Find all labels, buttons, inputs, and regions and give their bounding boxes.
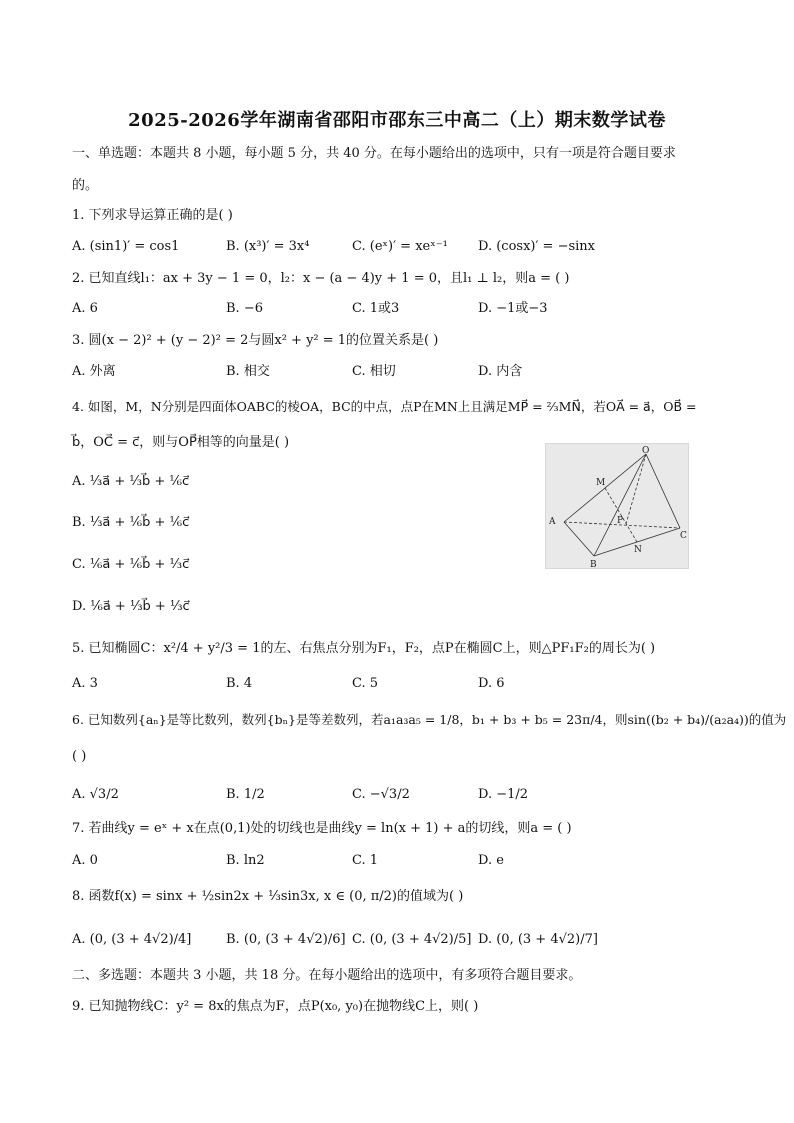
question-6-stem-cont: ( ) <box>72 749 87 764</box>
question-7-option-a[interactable]: A. 0 <box>72 853 98 868</box>
page-title: 2025-2026学年湖南省邵阳市邵东三中高二（上）期末数学试卷 <box>128 110 666 131</box>
question-4-option-c[interactable]: C. ⅙a⃗ + ⅙b⃗ + ⅓c⃗ <box>72 557 190 572</box>
question-5-option-b[interactable]: B. 4 <box>226 676 253 691</box>
question-8-option-c[interactable]: C. (0, (3 + 4√2)/5] <box>352 932 472 947</box>
question-3-option-d[interactable]: D. 内含 <box>478 364 523 379</box>
question-6-option-a[interactable]: A. √3/2 <box>72 787 119 802</box>
tetrahedron-diagram <box>546 444 688 568</box>
label-c: C <box>680 531 687 541</box>
question-5-option-a[interactable]: A. 3 <box>72 676 98 691</box>
label-p: P <box>617 516 624 526</box>
question-7-option-d[interactable]: D. e <box>478 853 504 868</box>
question-2-option-b[interactable]: B. −6 <box>226 301 263 316</box>
question-7-option-c[interactable]: C. 1 <box>352 853 379 868</box>
segment-op <box>626 454 646 524</box>
question-8-option-d[interactable]: D. (0, (3 + 4√2)/7] <box>478 932 598 947</box>
question-5-stem: 5. 已知椭圆C：x²/4 + y²/3 = 1的左、右焦点分别为F₁，F₂，点P在椭圆C上，则△PF₁F₂的周长为( ) <box>72 641 656 656</box>
question-1-option-c[interactable]: C. (eˣ)′ = xeˣ⁻¹ <box>352 239 448 254</box>
question-4-stem-cont: b⃗，OC⃗ = c⃗，则与OP⃗相等的向量是( ) <box>72 435 290 450</box>
question-2-option-d[interactable]: D. −1或−3 <box>478 301 548 316</box>
question-2-option-a[interactable]: A. 6 <box>72 301 98 316</box>
question-3-stem: 3. 圆(x − 2)² + (y − 2)² = 2与圆x² + y² = 1的位置关系是( ) <box>72 333 439 348</box>
question-7-option-b[interactable]: B. ln2 <box>226 853 265 868</box>
label-a: A <box>549 517 556 527</box>
question-2-stem: 2. 已知直线l₁：ax + 3y − 1 = 0，l₂：x − (a − 4)y + 1 = 0，且l₁ ⊥ l₂，则a = ( ) <box>72 271 570 286</box>
question-5-option-c[interactable]: C. 5 <box>352 676 379 691</box>
edge-oc <box>646 454 680 528</box>
label-b: B <box>590 560 597 568</box>
question-4-option-a[interactable]: A. ⅓a⃗ + ⅓b⃗ + ⅙c⃗ <box>72 474 190 489</box>
tetrahedron-figure <box>545 443 689 569</box>
segment-mn <box>605 488 637 542</box>
question-5-option-d[interactable]: D. 6 <box>478 676 505 691</box>
question-3-option-a[interactable]: A. 外离 <box>72 364 116 379</box>
label-o: O <box>642 446 650 456</box>
question-6-option-c[interactable]: C. −√3/2 <box>352 787 410 802</box>
question-3-option-b[interactable]: B. 相交 <box>226 364 270 379</box>
question-7-stem: 7. 若曲线y = eˣ + x在点(0,1)处的切线也是曲线y = ln(x + 1) + a的切线，则a = ( ) <box>72 821 572 836</box>
label-m: M <box>596 478 606 488</box>
section-1-heading-cont: 的。 <box>72 178 99 193</box>
question-9-stem: 9. 已知抛物线C：y² = 8x的焦点为F，点P(x₀, y₀)在抛物线C上，则( ) <box>72 999 479 1014</box>
question-6-stem: 6. 已知数列{aₙ}是等比数列，数列{bₙ}是等差数列，若a₁a₃a₅ = 1/8，b₁ + b₃ + b₅ = 23π/4，则sin((b₂ + b₄)/(a₂a₄))的值为 <box>72 712 787 727</box>
question-8-stem: 8. 函数f(x) = sinx + ½sin2x + ⅓sin3x, x ∈ (0, π/2)的值域为( ) <box>72 889 464 904</box>
question-6-option-d[interactable]: D. −1/2 <box>478 787 529 802</box>
edge-ob <box>594 454 646 556</box>
question-2-option-c[interactable]: C. 1或3 <box>352 301 400 316</box>
question-4-option-d[interactable]: D. ⅙a⃗ + ⅓b⃗ + ⅓c⃗ <box>72 599 190 614</box>
question-1-stem: 1. 下列求导运算正确的是( ) <box>72 208 233 223</box>
section-2-heading: 二、多选题：本题共 3 小题，共 18 分。在每小题给出的选项中，有多项符合题目要求。 <box>72 968 582 983</box>
edge-ab <box>564 522 594 556</box>
question-4-stem: 4. 如图，M，N分别是四面体OABC的棱OA，BC的中点，点P在MN上且满足MP⃗ = ⅔MN⃗，若OA⃗ = a⃗，OB⃗ = <box>72 399 697 414</box>
label-n: N <box>634 545 642 555</box>
question-1-option-d[interactable]: D. (cosx)′ = −sinx <box>478 239 596 254</box>
section-1-heading: 一、单选题：本题共 8 小题，每小题 5 分，共 40 分。在每小题给出的选项中，只有一项是符合题目要求 <box>72 146 676 161</box>
question-6-option-b[interactable]: B. 1/2 <box>226 787 265 802</box>
question-1-option-b[interactable]: B. (x³)′ = 3x⁴ <box>226 239 310 254</box>
question-4-option-b[interactable]: B. ⅓a⃗ + ⅙b⃗ + ⅙c⃗ <box>72 515 190 530</box>
question-3-option-c[interactable]: C. 相切 <box>352 364 396 379</box>
question-8-option-b[interactable]: B. (0, (3 + 4√2)/6] <box>226 932 346 947</box>
question-8-option-a[interactable]: A. (0, (3 + 4√2)/4] <box>72 932 192 947</box>
question-1-option-a[interactable]: A. (sin1)′ = cos1 <box>72 239 180 254</box>
